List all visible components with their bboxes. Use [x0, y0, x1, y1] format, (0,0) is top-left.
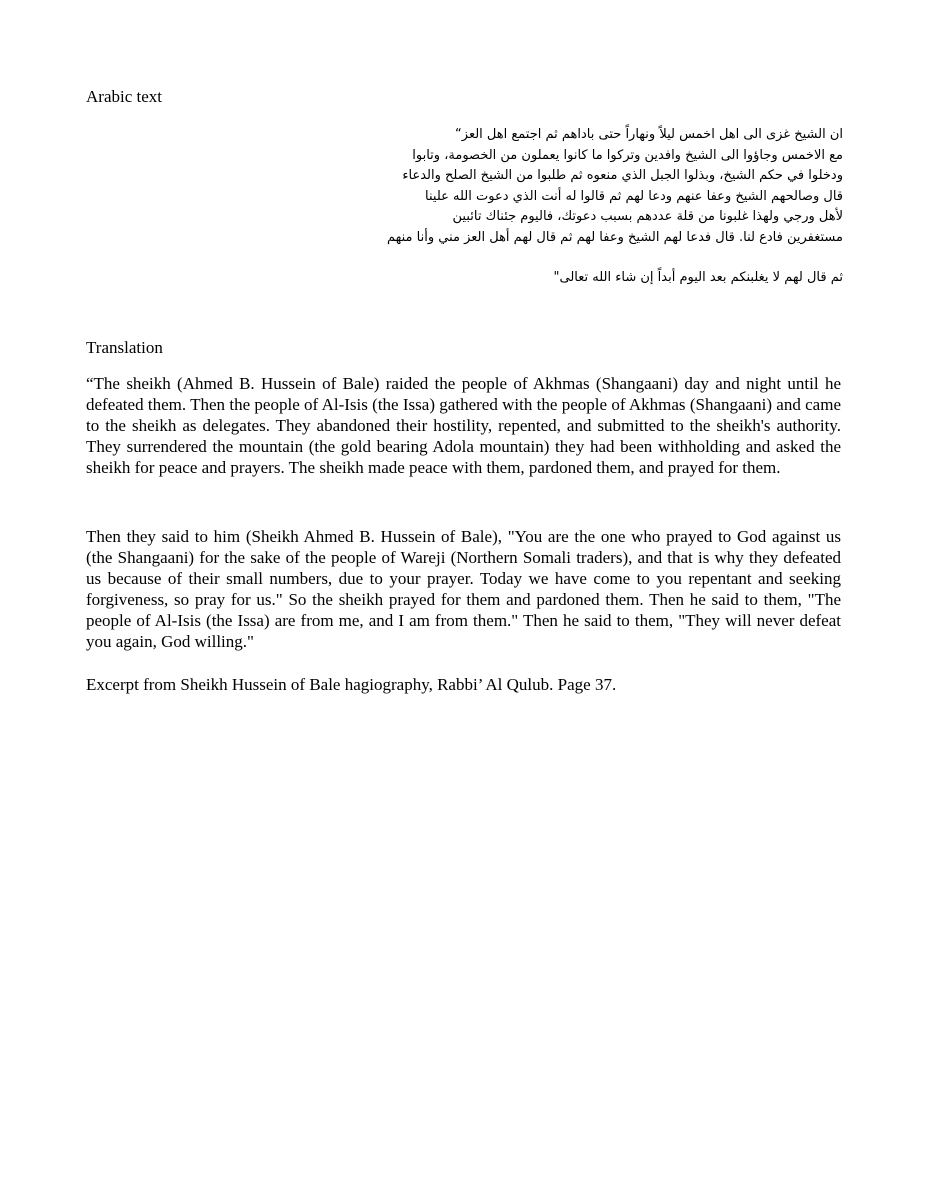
arabic-closing-line: ثم قال لهم لا يغلبنكم بعد اليوم أبداً إن شاء الله تعالى"	[553, 270, 843, 285]
arabic-text-heading: Arabic text	[86, 87, 162, 106]
translation-paragraph-2: Then they said to him (Sheikh Ahmed B. Hussein of Bale), "You are the one who prayed to God against us (the Shangaani) for the sake of the people of Wareji (Northern Somali traders), and that is why they defeated us because of their small numbers, due to your prayer. Today we have come to you repentant and seeking forgiveness, so pray for us." So the sheikh prayed for them and pardoned them. Then he said to them, "The people of Al-Isis (the Issa) are from me, and I am from them." Then he said to them, "They will never defeat you again, God willing."	[86, 527, 841, 651]
translation-paragraph-1: “The sheikh (Ahmed B. Hussein of Bale) raided the people of Akhmas (Shangaani) day and night until he defeated them. Then the people of Al-Isis (the Issa) gathered with the people of Akhmas (Shangaani) and came to the sheikh as delegates. They abandoned their hostility, repented, and submitted to the sheikh's authority. They surrendered the mountain (the gold bearing Adola mountain) they had been withholding and asked the sheikh for peace and prayers. The sheikh made peace with them, pardoned them, and prayed for them.	[86, 374, 841, 477]
arabic-line-2: مع الاخمس وجاؤوا الى الشيخ وافدين وتركوا ما كانوا يعملون من الخصومة، وتابوا	[412, 147, 843, 163]
arabic-text-block	[300, 125, 843, 289]
arabic-line-1: ان الشيخ غزى الى اهل اخمس ليلاً ونهاراً حتى باداهم ثم اجتمع اهل العز“	[455, 127, 843, 142]
arabic-line-4: قال وصالحهم الشيخ وعفا عنهم ودعا لهم ثم قالوا له أنت الذي دعوت الله علينا	[425, 188, 843, 204]
arabic-line-5: لأهل ورجي ولهذا غلبونا من قلة عددهم بسبب دعوتك، فاليوم جئناك تائبين	[452, 209, 843, 224]
arabic-line-6: مستغفرين فادع لنا. قال فدعا لهم الشيخ وعفا لهم ثم قال لهم أهل العز مني وأنا منهم	[386, 229, 843, 245]
translation-heading: Translation	[86, 338, 163, 357]
source-citation: Excerpt from Sheikh Hussein of Bale hagiography, Rabbi’ Al Qulub. Page 37.	[86, 675, 617, 694]
arabic-line-3: ودخلوا في حكم الشيخ، وبذلوا الجبل الذي منعوه ثم طلبوا من الشيخ الصلح والدعاء	[402, 168, 843, 183]
